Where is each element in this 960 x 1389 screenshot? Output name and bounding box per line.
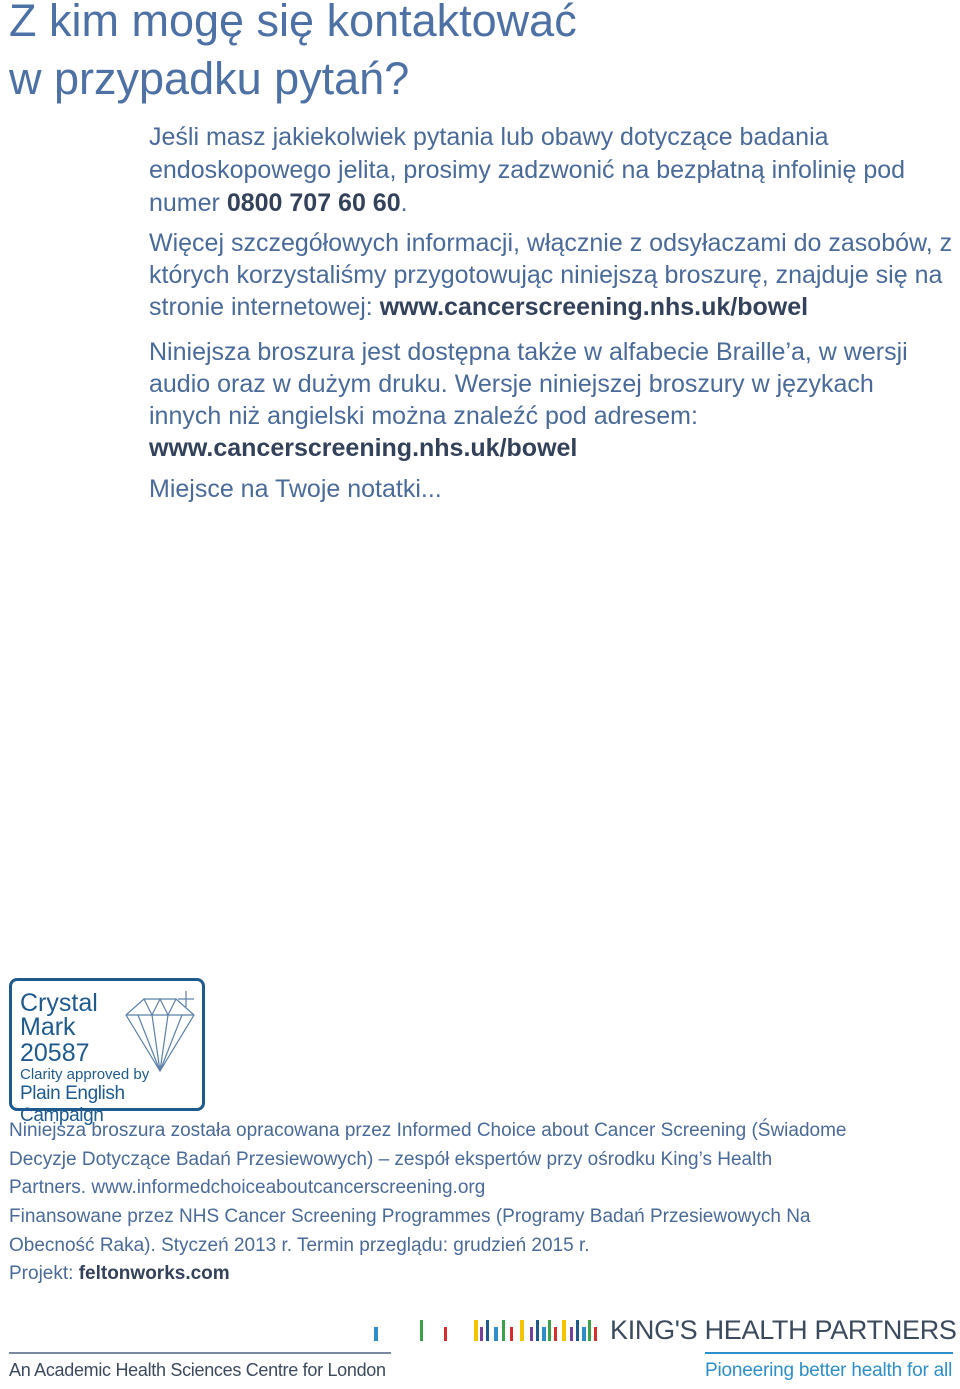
crystal-mark-campaign: Plain English Campaign [20,1083,125,1126]
khp-logo-bar [548,1320,551,1341]
khp-logo-bar [530,1327,533,1341]
khp-logo-bar [444,1327,447,1341]
khp-logo-bar [474,1320,478,1341]
khp-logo-bar [576,1320,579,1341]
khp-logo-bar [570,1327,573,1341]
khp-name: KING'S HEALTH PARTNERS [610,1315,957,1345]
formats-paragraph [149,336,949,464]
khp-logo-bar [594,1327,597,1341]
formats-link[interactable]: www.cancerscreening.nhs.uk/bowel [149,434,578,462]
page-title [9,0,577,108]
khp-logo-bars [370,1315,610,1343]
title-line-1: Z kim mogę się kontaktować [9,0,577,46]
footer-funded-text: Finansowane przez NHS Cancer Screening Programmes (Programy Badań Przesiewowych Na Obecność Raka). Styczeń 2013 r. Termin przeglądu: grudzień 2015 r. [9,1206,811,1256]
khp-tagline-right: Pioneering better health for all [705,1360,953,1381]
crystal-mark-clarity: Clarity approved by [20,1066,150,1083]
khp-logo-bar [494,1327,498,1341]
khp-logo-bar [502,1320,505,1341]
title-line-2: w przypadku pytań? [9,53,410,104]
contact-text: Jeśli masz jakiekolwiek pytania lub obawy dotyczące badania endoskopowego jelita, prosimy zadzwonić na bezpłatną infolinię pod numer [149,123,906,217]
khp-logo-bar [420,1320,423,1341]
khp-logo-bar [582,1327,586,1341]
notes-label: Miejsce na Twoje notatki... [149,475,442,503]
crystal-mark-line1: Crystal [20,989,98,1017]
contact-paragraph [149,121,949,220]
khp-logo-bar [374,1327,378,1341]
footer-funded [9,1203,819,1289]
phone-number[interactable]: 0800 707 60 60 [226,189,401,217]
crystal-mark-line2: Mark [20,1013,76,1041]
khp-logo-bar [554,1327,557,1341]
khp-logo-bar [480,1327,483,1341]
footer-project-link[interactable]: feltonworks.com [78,1263,230,1285]
divider-left [9,1352,391,1354]
formats-text: Niniejsza broszura jest dostępna także w alfabecie Braille’a, w wersji audio oraz w dużym druku. Wersje niniejszej broszury w językach innych niż angielski można znaleźć pod adresem: [149,338,908,430]
footer-project-label: Projekt: [9,1263,74,1285]
khp-logo-bar [510,1327,513,1341]
khp-logo-bar [486,1320,489,1341]
contact-end: . [400,189,408,217]
more-info-text: Więcej szczegółowych informacji, włącznie z odsyłaczami do zasobów, z których korzystaliśmy przygotowując niniejszą broszurę, znajduje się na stronie internetowej: [149,229,953,321]
khp-logo-bar [542,1327,546,1341]
khp-logo-bar [562,1320,566,1341]
footer-prepared: Niniejsza broszura została opracowana przez Informed Choice about Cancer Screening (Świadome Decyzje Dotyczące Badań Przesiewowych) – zespół ekspertów przy ośrodku King’s Health Partners. www.informedchoiceaboutcancerscreening.org [9,1120,847,1199]
khp-logo-bar [536,1320,539,1341]
khp-logo-bar [520,1320,524,1341]
more-info-paragraph [149,227,957,323]
crystal-mark-number: 20587 [20,1039,90,1067]
divider-right [705,1352,953,1354]
diamond-icon [116,989,202,1073]
khp-tagline-left: An Academic Health Sciences Centre for London [9,1360,386,1380]
khp-logo-bar [588,1320,591,1341]
crystal-mark-badge [9,978,205,1126]
more-info-link[interactable]: www.cancerscreening.nhs.uk/bowel [379,293,809,321]
